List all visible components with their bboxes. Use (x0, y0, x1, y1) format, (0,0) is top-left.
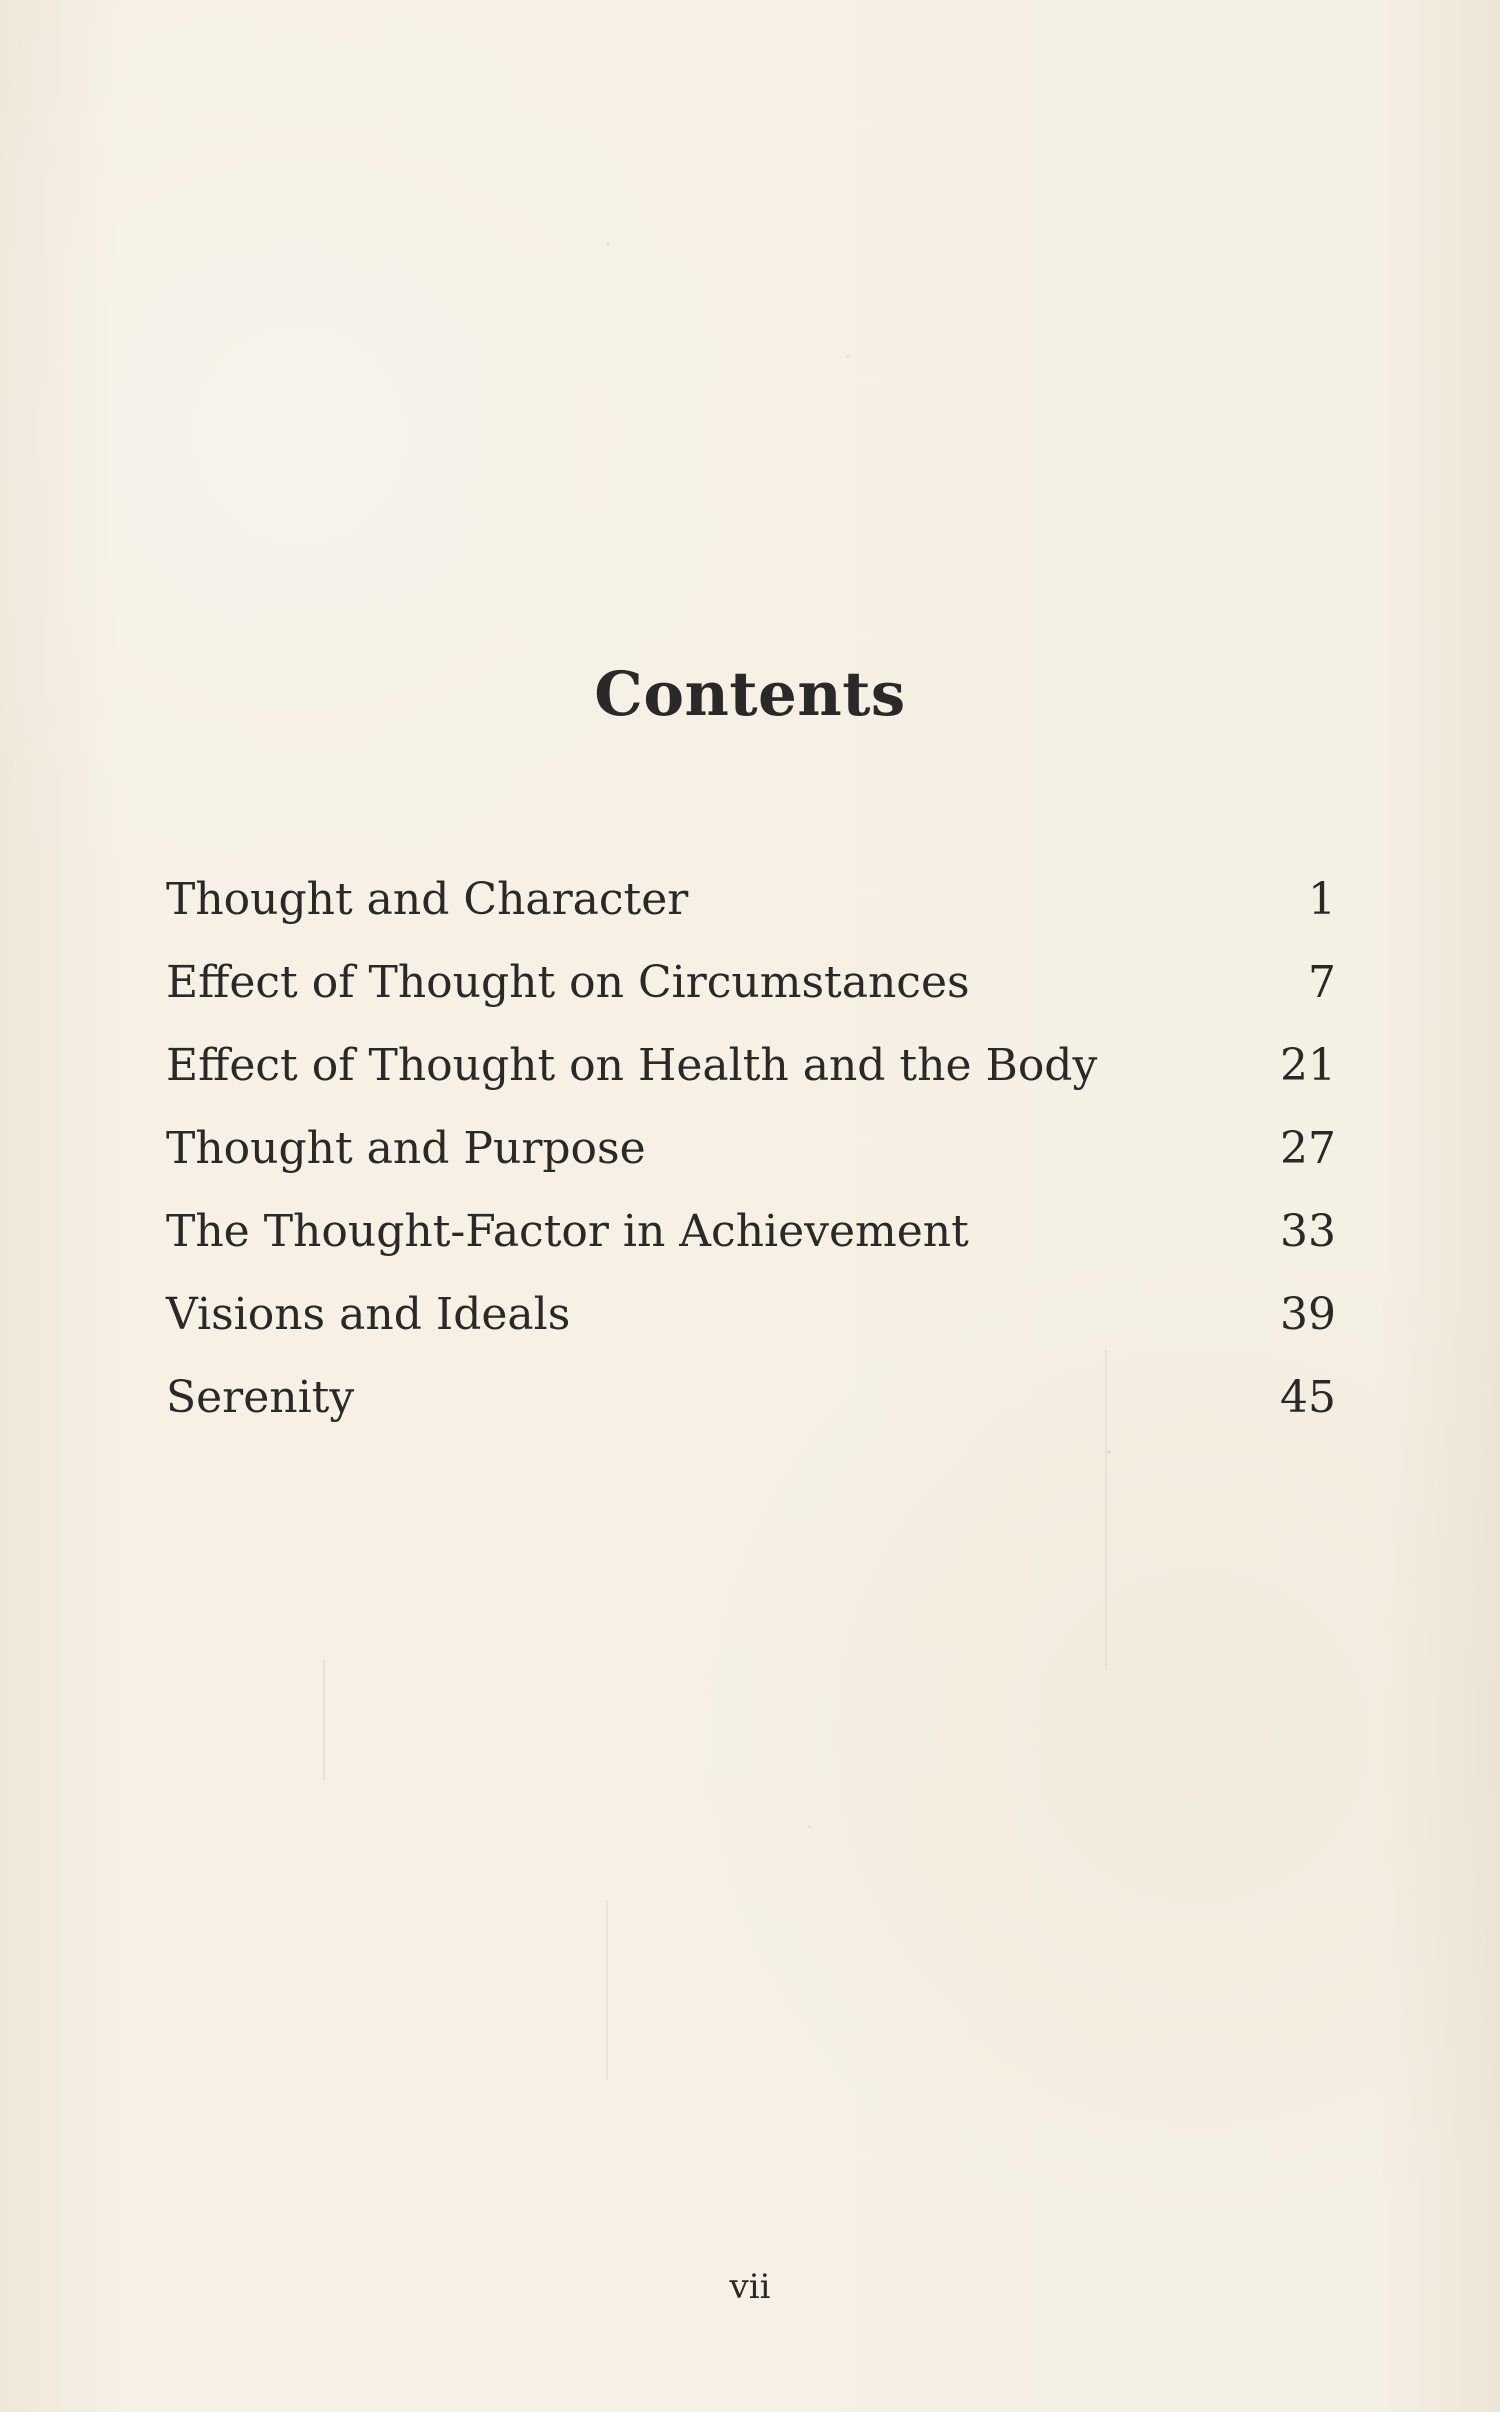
toc-entry-page: 1 (1308, 874, 1336, 925)
toc-entry (166, 1206, 1336, 1293)
toc-entry (166, 1040, 1336, 1127)
toc-entry-title: The Thought-Factor in Achievement (166, 1206, 969, 1257)
page-number: vii (729, 2267, 771, 2307)
toc-entry-title: Visions and Ideals (166, 1289, 571, 1340)
toc-entry (166, 874, 1336, 961)
toc-entry-page: 33 (1280, 1206, 1336, 1257)
toc-entry-page: 21 (1280, 1040, 1336, 1091)
paper-speck (606, 242, 610, 246)
toc-entry-page: 45 (1280, 1372, 1336, 1423)
paper-streak (606, 1900, 608, 2080)
page-title: Contents (594, 659, 906, 730)
toc-entry (166, 1289, 1336, 1376)
toc-entry (166, 1123, 1336, 1210)
paper-speck (846, 355, 849, 358)
table-of-contents (166, 874, 1336, 1459)
toc-entry-title: Thought and Purpose (166, 1123, 646, 1174)
toc-entry-page: 7 (1308, 957, 1336, 1008)
toc-entry-page: 39 (1280, 1289, 1336, 1340)
paper-streak (323, 1660, 325, 1780)
toc-entry (166, 1372, 1336, 1459)
toc-entry-title: Thought and Character (166, 874, 689, 925)
toc-entry-page: 27 (1280, 1123, 1336, 1174)
toc-entry-title: Effect of Thought on Health and the Body (166, 1040, 1098, 1091)
paper-speck (808, 1825, 811, 1828)
toc-entry-title: Serenity (166, 1372, 355, 1423)
toc-entry-title: Effect of Thought on Circumstances (166, 957, 970, 1008)
toc-entry (166, 957, 1336, 1044)
